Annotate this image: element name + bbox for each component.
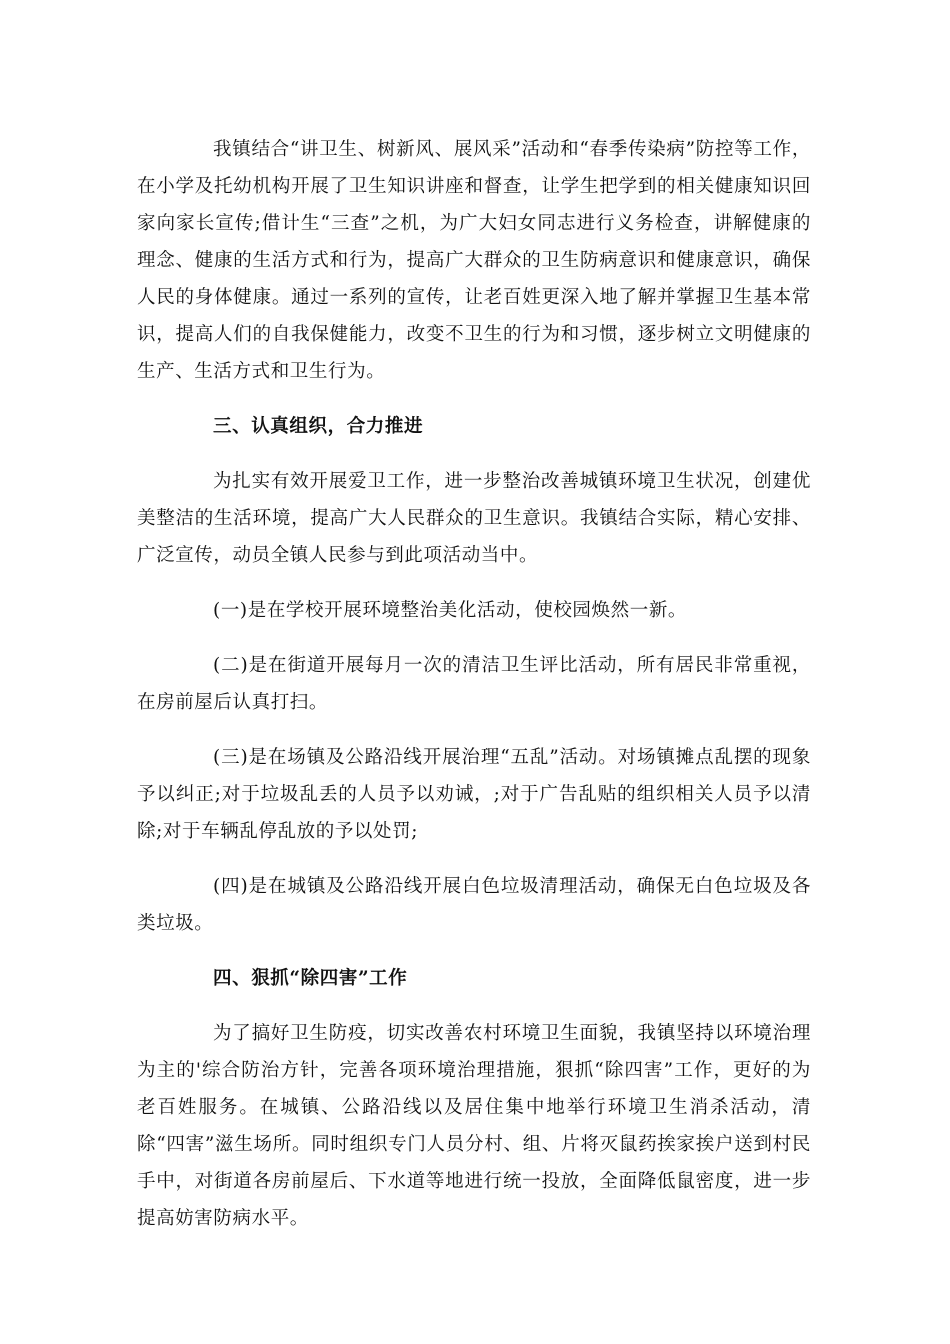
paragraph-health-education: 我镇结合“讲卫生、树新风、展风采”活动和“春季传染病”防控等工作，在小学及托幼机构开展了卫生知识讲座和督查，让学生把学到的相关健康知识回家向家长宣传;借计生“三查”之机，为广大妇女同志进行义务检查，讲解健康的理念、健康的生活方式和行为，提高广大群众的卫生防病意识和健康意识，确保人民的身体健康。通过一系列的宣传，让老百姓更深入地了解并掌握卫生基本常识，提高人们的自我保健能力，改变不卫生的行为和习惯，逐步树立文明健康的生产、生活方式和卫生行为。 (137, 139, 811, 382)
spacer (137, 574, 811, 592)
paragraph-item-1: (一)是在学校开展环境整治美化活动，使校园焕然一新。 (213, 600, 688, 621)
document-body (137, 131, 811, 1237)
paragraph-pest-control: 为了搞好卫生防疫，切实改善农村环境卫生面貌，我镇坚持以环境治理为主的'综合防治方针，完善各项环境治理措施，狠抓“除四害”工作，更好的为老百姓服务。在城镇、公路沿线以及居住集中地举行环境卫生消杀活动，清除“四害”滋生场所。同时组织专门人员分村、组、片将灭鼠药挨家挨户送到村民手中，对街道各房前屋后、下水道等地进行统一投放，全面降低鼠密度，进一步提高妨害防病水平。 (137, 1023, 811, 1229)
spacer (137, 850, 811, 868)
section-heading-3: 三、认真组织，合力推进 (213, 416, 424, 437)
spacer (137, 445, 811, 463)
spacer (137, 997, 811, 1015)
paragraph-item-2: (二)是在街道开展每月一次的清洁卫生评比活动，所有居民非常重视，在房前屋后认真打扫。 (137, 655, 811, 713)
spacer (137, 942, 811, 960)
paragraph-item-3: (三)是在场镇及公路沿线开展治理“五乱”活动。对场镇摊点乱摆的现象予以纠正;对于垃圾乱丢的人员予以劝诫，;对于广告乱贴的组织相关人员予以清除;对于车辆乱停乱放的予以处罚; (137, 747, 811, 842)
section-heading-4: 四、狠抓“除四害”工作 (213, 968, 408, 989)
spacer (137, 390, 811, 408)
spacer (137, 629, 811, 647)
paragraph-organize-intro: 为扎实有效开展爱卫工作，进一步整治改善城镇环境卫生状况，创建优美整洁的生活环境，提高广大人民群众的卫生意识。我镇结合实际，精心安排、广泛宣传，动员全镇人民参与到此项活动当中。 (137, 471, 811, 566)
paragraph-item-4: (四)是在城镇及公路沿线开展白色垃圾清理活动，确保无白色垃圾及各类垃圾。 (137, 876, 811, 934)
spacer (137, 721, 811, 739)
